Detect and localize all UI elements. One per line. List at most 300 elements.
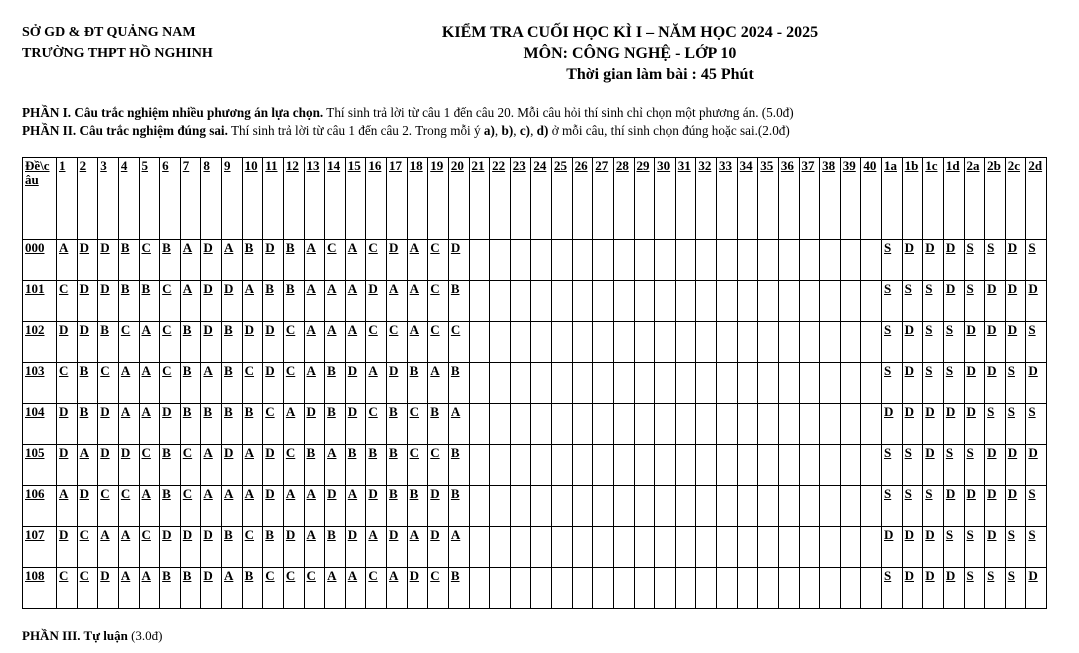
empty-answer: [675, 568, 696, 609]
mc-answer: D: [387, 527, 408, 568]
empty-answer: [469, 404, 490, 445]
mc-answer: B: [325, 527, 346, 568]
empty-answer: [469, 445, 490, 486]
true-false-header: 1c: [923, 158, 944, 240]
mc-answer: A: [118, 363, 139, 404]
empty-answer: [799, 486, 820, 527]
true-false-answer: D: [964, 486, 985, 527]
mc-answer: D: [98, 240, 119, 281]
true-false-header: 2d: [1026, 158, 1047, 240]
separator: ,: [513, 123, 520, 138]
empty-answer: [717, 281, 738, 322]
mc-answer: C: [160, 322, 181, 363]
empty-answer: [861, 445, 882, 486]
question-header: 23: [510, 158, 531, 240]
empty-answer: [634, 404, 655, 445]
mc-answer: D: [57, 445, 78, 486]
mc-answer: A: [448, 404, 469, 445]
true-false-answer: S: [964, 240, 985, 281]
true-false-answer: D: [943, 281, 964, 322]
empty-answer: [613, 445, 634, 486]
mc-answer: B: [77, 363, 98, 404]
department-name: SỞ GD & ĐT QUẢNG NAM: [22, 25, 196, 40]
empty-answer: [490, 363, 511, 404]
mc-answer: A: [387, 568, 408, 609]
mc-answer: A: [366, 363, 387, 404]
true-false-answer: D: [943, 240, 964, 281]
mc-answer: B: [139, 281, 160, 322]
empty-answer: [861, 404, 882, 445]
part2-option-b: b): [501, 123, 514, 138]
empty-answer: [820, 445, 841, 486]
empty-answer: [655, 404, 676, 445]
empty-answer: [572, 486, 593, 527]
true-false-header: 1b: [902, 158, 923, 240]
mc-answer: C: [139, 445, 160, 486]
empty-answer: [634, 281, 655, 322]
empty-answer: [861, 363, 882, 404]
mc-answer: C: [139, 240, 160, 281]
table-row: [23, 240, 1047, 281]
true-false-header: 2b: [985, 158, 1006, 240]
empty-answer: [531, 322, 552, 363]
empty-answer: [510, 281, 531, 322]
mc-answer: A: [325, 322, 346, 363]
empty-answer: [758, 527, 779, 568]
empty-answer: [490, 568, 511, 609]
mc-answer: B: [160, 445, 181, 486]
school-header: [22, 22, 213, 64]
true-false-answer: S: [923, 486, 944, 527]
true-false-answer: S: [882, 486, 903, 527]
true-false-answer: D: [1026, 363, 1047, 404]
mc-answer: C: [77, 527, 98, 568]
question-header: 40: [861, 158, 882, 240]
mc-answer: B: [222, 363, 243, 404]
mc-answer: D: [428, 527, 449, 568]
empty-answer: [675, 404, 696, 445]
mc-answer: A: [139, 363, 160, 404]
true-false-answer: S: [902, 281, 923, 322]
mc-answer: D: [263, 322, 284, 363]
empty-answer: [510, 486, 531, 527]
mc-answer: A: [180, 281, 201, 322]
true-false-answer: D: [964, 404, 985, 445]
mc-answer: B: [325, 363, 346, 404]
question-header: 11: [263, 158, 284, 240]
part1-text: Thí sinh trả lời từ câu 1 đến câu 20. Mỗi câu hỏi thí sinh chỉ chọn một phương án. (5.0đ): [323, 105, 794, 120]
question-header: 3: [98, 158, 119, 240]
mc-answer: A: [407, 240, 428, 281]
exam-header: [285, 22, 975, 85]
true-false-answer: S: [1005, 527, 1026, 568]
true-false-answer: D: [902, 527, 923, 568]
empty-answer: [593, 445, 614, 486]
mc-answer: D: [222, 445, 243, 486]
empty-answer: [758, 281, 779, 322]
table-row: [23, 445, 1047, 486]
mc-answer: B: [242, 404, 263, 445]
empty-answer: [737, 404, 758, 445]
empty-answer: [469, 568, 490, 609]
empty-answer: [758, 486, 779, 527]
empty-answer: [469, 486, 490, 527]
true-false-answer: D: [902, 363, 923, 404]
question-header: 9: [222, 158, 243, 240]
empty-answer: [572, 445, 593, 486]
true-false-answer: S: [943, 363, 964, 404]
true-false-answer: D: [1005, 281, 1026, 322]
empty-answer: [593, 404, 614, 445]
mc-answer: D: [387, 363, 408, 404]
true-false-answer: S: [882, 281, 903, 322]
mc-answer: B: [180, 322, 201, 363]
empty-answer: [799, 240, 820, 281]
mc-answer: D: [263, 445, 284, 486]
empty-answer: [717, 404, 738, 445]
mc-answer: D: [345, 363, 366, 404]
mc-answer: C: [283, 322, 304, 363]
mc-answer: A: [222, 240, 243, 281]
question-header: 36: [778, 158, 799, 240]
true-false-answer: S: [882, 240, 903, 281]
empty-answer: [490, 445, 511, 486]
empty-answer: [778, 527, 799, 568]
mc-answer: D: [407, 568, 428, 609]
exam-code: 107: [23, 527, 57, 568]
empty-answer: [572, 363, 593, 404]
empty-answer: [655, 363, 676, 404]
empty-answer: [572, 281, 593, 322]
empty-answer: [655, 445, 676, 486]
true-false-answer: D: [902, 404, 923, 445]
mc-answer: A: [57, 240, 78, 281]
empty-answer: [861, 527, 882, 568]
true-false-answer: S: [964, 445, 985, 486]
mc-answer: B: [407, 486, 428, 527]
empty-answer: [758, 363, 779, 404]
corner-header: Đề\câu: [23, 158, 57, 240]
mc-answer: C: [428, 281, 449, 322]
true-false-answer: S: [882, 568, 903, 609]
empty-answer: [799, 281, 820, 322]
mc-answer: D: [77, 322, 98, 363]
empty-answer: [593, 568, 614, 609]
empty-answer: [799, 568, 820, 609]
mc-answer: C: [57, 363, 78, 404]
empty-answer: [696, 445, 717, 486]
true-false-answer: D: [902, 240, 923, 281]
empty-answer: [696, 281, 717, 322]
empty-answer: [510, 322, 531, 363]
mc-answer: B: [448, 363, 469, 404]
empty-answer: [634, 363, 655, 404]
empty-answer: [510, 527, 531, 568]
mc-answer: B: [448, 568, 469, 609]
subject-line: MÔN: CÔNG NGHỆ - LỚP 10: [523, 45, 737, 62]
empty-answer: [469, 363, 490, 404]
question-header: 5: [139, 158, 160, 240]
mc-answer: C: [448, 322, 469, 363]
mc-answer: D: [98, 445, 119, 486]
question-header: 12: [283, 158, 304, 240]
empty-answer: [593, 363, 614, 404]
empty-answer: [469, 240, 490, 281]
mc-answer: D: [77, 281, 98, 322]
true-false-answer: S: [964, 568, 985, 609]
true-false-answer: D: [985, 322, 1006, 363]
empty-answer: [778, 568, 799, 609]
mc-answer: A: [118, 404, 139, 445]
mc-answer: D: [345, 404, 366, 445]
true-false-answer: D: [923, 445, 944, 486]
true-false-answer: D: [985, 281, 1006, 322]
mc-answer: A: [180, 240, 201, 281]
true-false-answer: D: [943, 486, 964, 527]
empty-answer: [552, 281, 573, 322]
empty-answer: [778, 486, 799, 527]
true-false-answer: S: [902, 486, 923, 527]
mc-answer: A: [407, 322, 428, 363]
part2-instruction: [22, 122, 794, 140]
empty-answer: [717, 363, 738, 404]
true-false-answer: D: [1005, 322, 1026, 363]
mc-answer: A: [201, 486, 222, 527]
empty-answer: [778, 445, 799, 486]
instructions: [22, 104, 794, 140]
mc-answer: C: [366, 322, 387, 363]
empty-answer: [613, 527, 634, 568]
mc-answer: A: [448, 527, 469, 568]
mc-answer: C: [387, 322, 408, 363]
empty-answer: [675, 363, 696, 404]
true-false-answer: S: [1005, 404, 1026, 445]
mc-answer: A: [325, 568, 346, 609]
mc-answer: D: [77, 240, 98, 281]
empty-answer: [861, 486, 882, 527]
mc-answer: A: [139, 486, 160, 527]
mc-answer: A: [387, 281, 408, 322]
empty-answer: [531, 363, 552, 404]
empty-answer: [820, 527, 841, 568]
empty-answer: [531, 281, 552, 322]
mc-answer: A: [77, 445, 98, 486]
empty-answer: [840, 568, 861, 609]
mc-answer: C: [118, 486, 139, 527]
empty-answer: [634, 322, 655, 363]
true-false-answer: D: [1005, 240, 1026, 281]
true-false-answer: D: [985, 445, 1006, 486]
empty-answer: [778, 240, 799, 281]
question-header: 35: [758, 158, 779, 240]
empty-answer: [840, 240, 861, 281]
mc-answer: D: [57, 404, 78, 445]
school-name: TRƯỜNG THPT HỒ NGHINH: [22, 46, 213, 61]
empty-answer: [717, 445, 738, 486]
question-header: 25: [552, 158, 573, 240]
part2-text-after: ở mỗi câu, thí sinh chọn đúng hoặc sai.(2.0đ): [548, 123, 790, 138]
empty-answer: [655, 240, 676, 281]
empty-answer: [717, 322, 738, 363]
mc-answer: A: [242, 486, 263, 527]
true-false-header: 1d: [943, 158, 964, 240]
question-header: 6: [160, 158, 181, 240]
question-header: 14: [325, 158, 346, 240]
question-header: 30: [655, 158, 676, 240]
empty-answer: [510, 568, 531, 609]
part2-option-a: a): [483, 123, 495, 138]
empty-answer: [552, 322, 573, 363]
empty-answer: [696, 404, 717, 445]
empty-answer: [655, 281, 676, 322]
mc-answer: B: [263, 527, 284, 568]
empty-answer: [737, 363, 758, 404]
exam-code: 102: [23, 322, 57, 363]
empty-answer: [634, 486, 655, 527]
mc-answer: D: [98, 281, 119, 322]
empty-answer: [799, 527, 820, 568]
true-false-header: 2a: [964, 158, 985, 240]
mc-answer: B: [387, 486, 408, 527]
mc-answer: B: [263, 281, 284, 322]
empty-answer: [861, 322, 882, 363]
true-false-answer: S: [882, 322, 903, 363]
empty-answer: [675, 240, 696, 281]
true-false-answer: D: [985, 527, 1006, 568]
empty-answer: [572, 404, 593, 445]
mc-answer: A: [325, 445, 346, 486]
question-header: 32: [696, 158, 717, 240]
mc-answer: B: [118, 281, 139, 322]
question-header: 4: [118, 158, 139, 240]
empty-answer: [696, 363, 717, 404]
empty-answer: [613, 404, 634, 445]
empty-answer: [778, 322, 799, 363]
empty-answer: [696, 240, 717, 281]
empty-answer: [572, 527, 593, 568]
true-false-answer: S: [1005, 568, 1026, 609]
mc-answer: A: [283, 486, 304, 527]
empty-answer: [490, 486, 511, 527]
mc-answer: C: [366, 568, 387, 609]
question-header: 31: [675, 158, 696, 240]
mc-answer: C: [304, 568, 325, 609]
empty-answer: [696, 568, 717, 609]
empty-answer: [778, 363, 799, 404]
mc-answer: A: [304, 363, 325, 404]
question-header: 15: [345, 158, 366, 240]
question-header: 39: [840, 158, 861, 240]
empty-answer: [552, 568, 573, 609]
true-false-answer: S: [1026, 527, 1047, 568]
empty-answer: [737, 568, 758, 609]
mc-answer: C: [283, 445, 304, 486]
empty-answer: [490, 322, 511, 363]
table-row: [23, 404, 1047, 445]
mc-answer: C: [98, 363, 119, 404]
empty-answer: [717, 486, 738, 527]
empty-answer: [634, 568, 655, 609]
true-false-answer: D: [943, 568, 964, 609]
mc-answer: B: [345, 445, 366, 486]
empty-answer: [758, 445, 779, 486]
empty-answer: [655, 322, 676, 363]
true-false-answer: D: [923, 527, 944, 568]
empty-answer: [840, 363, 861, 404]
true-false-answer: S: [882, 445, 903, 486]
true-false-answer: D: [923, 404, 944, 445]
true-false-answer: D: [964, 322, 985, 363]
mc-answer: D: [201, 568, 222, 609]
empty-answer: [510, 404, 531, 445]
question-header: 29: [634, 158, 655, 240]
mc-answer: D: [201, 322, 222, 363]
mc-answer: B: [222, 527, 243, 568]
empty-answer: [820, 322, 841, 363]
part1-instruction: [22, 104, 794, 122]
empty-answer: [593, 240, 614, 281]
part2-title: PHẦN II. Câu trắc nghiệm đúng sai.: [22, 123, 228, 138]
table-row: [23, 486, 1047, 527]
mc-answer: C: [139, 527, 160, 568]
exam-title: KIỂM TRA CUỐI HỌC KÌ I – NĂM HỌC 2024 - 2025: [441, 24, 819, 41]
empty-answer: [469, 322, 490, 363]
question-header: 21: [469, 158, 490, 240]
empty-answer: [552, 404, 573, 445]
mc-answer: C: [77, 568, 98, 609]
mc-answer: D: [428, 486, 449, 527]
mc-answer: D: [201, 240, 222, 281]
empty-answer: [613, 322, 634, 363]
mc-answer: C: [407, 445, 428, 486]
true-false-answer: S: [985, 240, 1006, 281]
question-header: 38: [820, 158, 841, 240]
mc-answer: C: [180, 486, 201, 527]
mc-answer: A: [139, 404, 160, 445]
table-row: [23, 527, 1047, 568]
empty-answer: [820, 363, 841, 404]
question-header: 13: [304, 158, 325, 240]
true-false-answer: D: [1026, 568, 1047, 609]
mc-answer: D: [345, 527, 366, 568]
part3-points: (3.0đ): [127, 628, 163, 643]
mc-answer: B: [160, 240, 181, 281]
mc-answer: B: [180, 404, 201, 445]
empty-answer: [655, 486, 676, 527]
true-false-answer: D: [923, 240, 944, 281]
mc-answer: D: [201, 527, 222, 568]
mc-answer: D: [98, 404, 119, 445]
empty-answer: [531, 445, 552, 486]
empty-answer: [737, 486, 758, 527]
mc-answer: D: [57, 322, 78, 363]
empty-answer: [758, 322, 779, 363]
mc-answer: C: [263, 404, 284, 445]
question-header: 24: [531, 158, 552, 240]
part3-title: PHẦN III. Tự luận: [22, 628, 128, 643]
mc-answer: B: [387, 445, 408, 486]
mc-answer: C: [407, 404, 428, 445]
mc-answer: C: [57, 281, 78, 322]
empty-answer: [717, 240, 738, 281]
empty-answer: [840, 281, 861, 322]
part2-option-c: c): [519, 123, 531, 138]
part2-option-d: d): [536, 123, 549, 138]
empty-answer: [613, 363, 634, 404]
empty-answer: [820, 240, 841, 281]
empty-answer: [675, 281, 696, 322]
mc-answer: B: [77, 404, 98, 445]
